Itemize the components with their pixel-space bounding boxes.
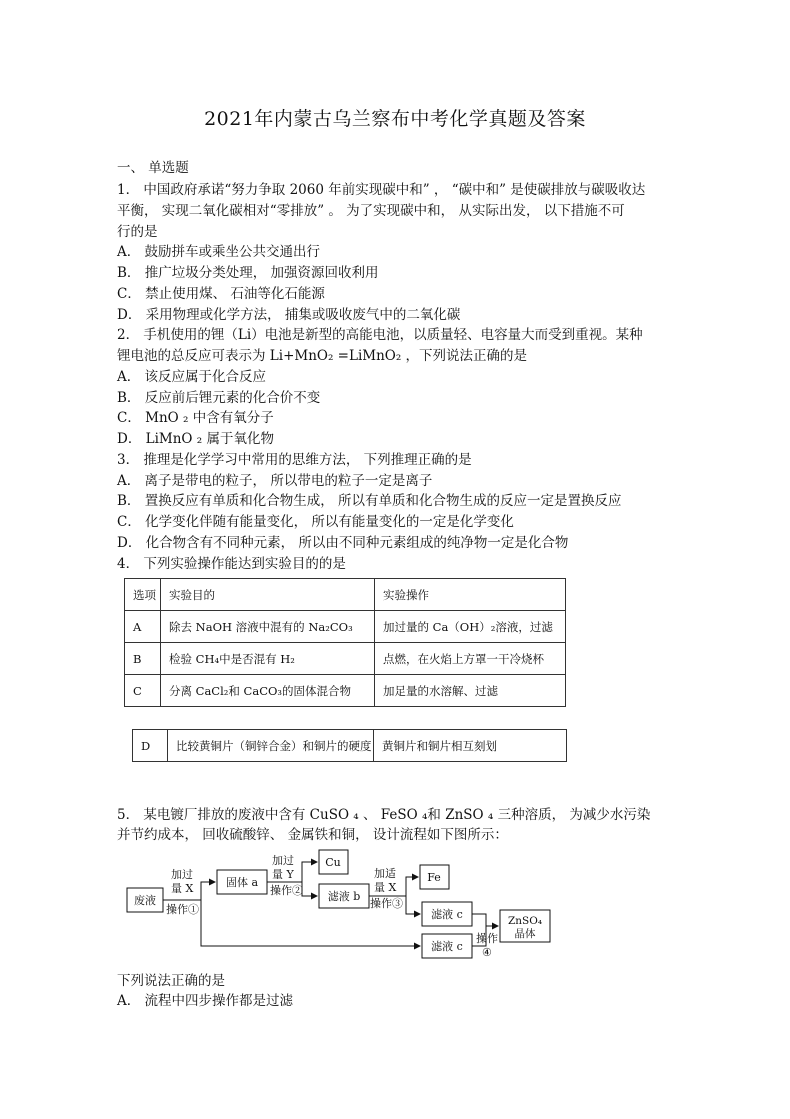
table-cell: D [133,730,168,762]
table-cell: 黄铜片和铜片相互刻划 [374,730,567,762]
q4-stem: 4． 下列实验操作能达到实验目的的是 [117,556,346,572]
q4-table [124,578,566,707]
flow-add-y: 加过 [272,854,294,867]
flow-filtrate-c2-label: 滤液 c [431,940,463,953]
q5-line-2: 并节约成本， 回收硫酸锌、 金属铁和铜， 设计流程如下图所示： [117,827,508,843]
flow-cu-label: Cu [325,856,341,869]
flow-amount-x2: 量 X [374,881,397,894]
flow-waste-label: 废液 [134,894,156,907]
table-cell: B [125,643,161,675]
table-row [125,611,566,643]
section-heading: 一、 单选题 [117,160,189,176]
q1-line-1: 1． 中国政府承诺“努力争取 2060 年前实现碳中和” ， “碳中和” 是使碳排放与碳吸收达 [117,182,646,198]
table-cell: 加足量的水溶解、过滤 [375,675,566,707]
table-cell: 加过量的 Ca（OH）₂溶液，过滤 [375,611,566,643]
flow-op-3: 操作③ [370,897,403,910]
arrow-to-filtrate-b [302,882,317,896]
flow-fe-label: Fe [427,871,441,884]
flow-product-formula: ZnSO₄ [507,915,543,927]
q1-option-c: C． 禁止使用煤、 石油等化石能源 [117,286,325,302]
table-header-cell: 实验目的 [161,579,375,611]
table-header-row [125,579,566,611]
table-cell: 分离 CaCl₂和 CaCO₃的固体混合物 [161,675,375,707]
q1-line-3: 行的是 [117,224,158,240]
table-header-cell: 实验操作 [375,579,566,611]
flow-op-4-num: ④ [482,946,492,959]
table-cell: C [125,675,161,707]
process-flowchart [124,845,564,970]
q1-option-a: A． 鼓励拼车或乘坐公共交通出行 [117,244,321,260]
q2-option-c: C． MnO ₂ 中含有氧分子 [117,410,274,426]
table-cell: A [125,611,161,643]
table-row [125,643,566,675]
q3-line-1: 3． 推理是化学学习中常用的思维方法， 下列推理正确的是 [117,452,472,468]
table-header-cell: 选项 [125,579,161,611]
q2-option-b: B． 反应前后锂元素的化合价不变 [117,390,321,406]
q1-option-b: B． 推广垃圾分类处理， 加强资源回收利用 [117,265,379,281]
q2-option-a: A． 该反应属于化合反应 [117,369,267,385]
q3-option-c: C． 化学变化伴随有能量变化， 所以有能量变化的一定是化学变化 [117,514,514,530]
q1-option-d: D． 采用物理或化学方法， 捕集或吸收废气中的二氧化碳 [117,307,461,323]
q5-line-1: 5． 某电镀厂排放的废液中含有 CuSO ₄ 、 FeSO ₄和 ZnSO ₄ 三种溶质， 为减少水污染 [117,807,651,823]
flow-add-x2: 加适 [374,867,396,880]
table-cell: 除去 NaOH 溶液中混有的 Na₂CO₃ [161,611,375,643]
table-row [125,675,566,707]
q4-table-continued [132,729,567,762]
q5-after: 下列说法正确的是 [117,973,225,989]
flow-amount-y: 量 Y [272,868,294,881]
q2-line-2: 锂电池的总反应可表示为 Li+MnO₂ =LiMnO₂ ，下列说法正确的是 [117,348,528,364]
flow-product-crystal: 晶体 [514,928,536,940]
flow-op-1: 操作① [166,903,199,916]
q2-option-d: D． LiMnO ₂ 属于氧化物 [117,431,274,447]
q1-line-2: 平衡， 实现二氧化碳相对“零排放” 。 为了实现碳中和， 从实际出发， 以下措施不可 [117,203,625,219]
table-cell: 比较黄铜片（铜锌合金）和铜片的硬度 [168,730,374,762]
table-cell: 点燃，在火焰上方罩一干冷烧杯 [375,643,566,675]
flow-op-4: 操作 [476,932,498,945]
flow-add-x: 加过 [171,868,193,881]
flow-amount-x: 量 X [171,882,194,895]
table-cell: 检验 CH₄中是否混有 H₂ [161,643,375,675]
page-title: 2021年内蒙古乌兰察布中考化学真题及答案 [204,108,586,130]
table-row [133,730,567,762]
arrow-c1-to-product [472,914,498,926]
flow-op-2: 操作② [270,884,303,897]
q2-line-1: 2． 手机使用的锂（Li）电池是新型的高能电池，以质量轻、电容量大而受到重视。某种 [117,327,643,343]
q3-option-d: D． 化合物含有不同种元素， 所以由不同种元素组成的纯净物一定是化合物 [117,535,569,551]
flow-filtrate-b-label: 滤液 b [327,890,361,903]
arrow-to-filtrate-c1 [406,896,420,914]
flow-solid-a-label: 固体 a [225,876,259,889]
q3-option-a: A． 离子是带电的粒子， 所以带电的粒子一定是离子 [117,473,433,489]
flow-filtrate-c1-label: 滤液 c [431,908,463,921]
q5-option-a: A． 流程中四步操作都是过滤 [117,993,294,1009]
q3-option-b: B． 置换反应有单质和化合物生成， 所以有单质和化合物生成的反应一定是置换反应 [117,493,622,509]
